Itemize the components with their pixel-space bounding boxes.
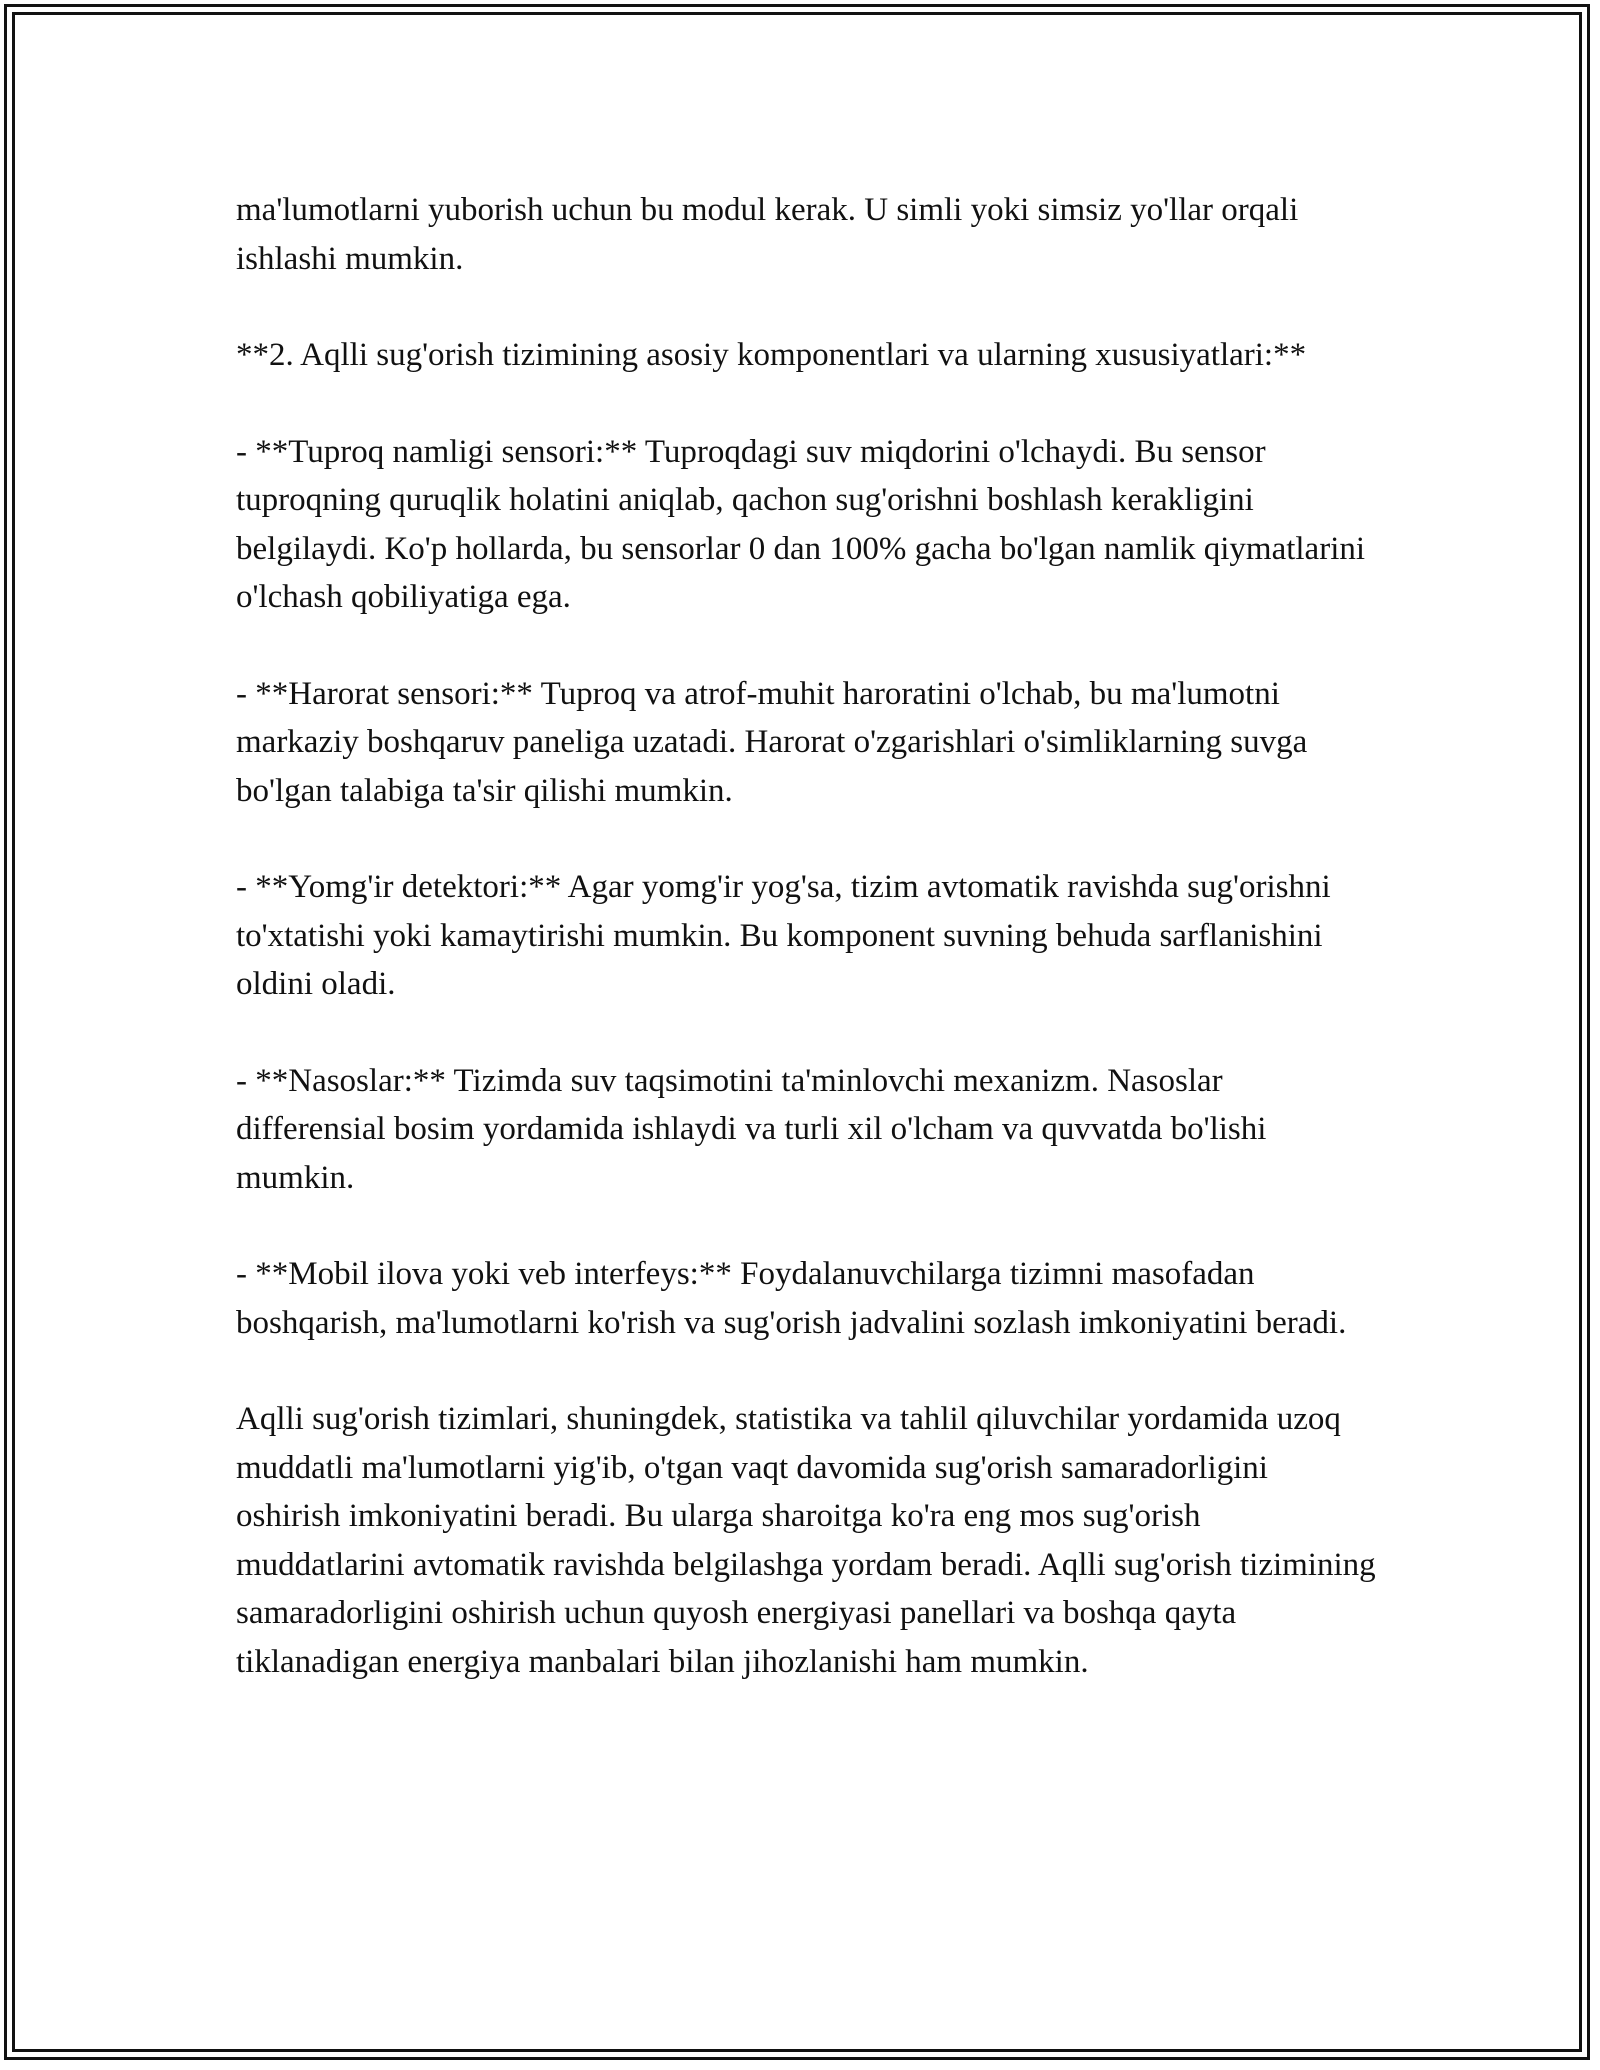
list-item-mobile-app: - **Mobil ilova yoki veb interfeys:** Foydalanuvchilarga tizimni masofadan boshqarish, ma'lumotlarni ko'rish va sug'orish jadvalini sozlash imkoniyatini beradi.: [236, 1256, 1347, 1341]
list-item-pumps: - **Nasoslar:** Tizimda suv taqsimotini ta'minlovchi mexanizm. Nasoslar differensial bosim yordamida ishlaydi va turli xil o'lcham va quvvatda bo'lishi mumkin.: [236, 1062, 1267, 1196]
list-item-temperature-sensor: - **Harorat sensori:** Tuproq va atrof-muhit haroratini o'lchab, bu ma'lumotni markaziy boshqaruv paneliga uzatadi. Harorat o'zgarishlari o'simliklarning suvga bo'lgan talabiga ta'sir qilishi mumkin.: [236, 675, 1308, 809]
paragraph-conclusion: Aqlli sug'orish tizimlari, shuningdek, statistika va tahlil qiluvchilar yordamida uzoq muddatli ma'lumotlarni yig'ib, o'tgan vaqt davomida sug'orish samaradorligini oshirish imkoniyatini beradi. Bu ularga sharoitga ko'ra eng mos sug'orish muddatlarini avtomatik ravishda belgilashga yordam beradi. Aqlli sug'orish tizimining samaradorligini oshirish uchun quyosh energiyasi panellari va boshqa qayta tiklanadigan energiya manbalari bilan jihozlanishi ham mumkin.: [236, 1401, 1376, 1680]
list-item-rain-detector: - **Yomg'ir detektori:** Agar yomg'ir yog'sa, tizim avtomatik ravishda sug'orishni to'xtatishi yoki kamaytirishi mumkin. Bu komponent suvning behuda sarflanishini oldini oladi.: [236, 869, 1331, 1002]
list-item-soil-moisture-sensor: - **Tuproq namligi sensori:** Tuproqdagi suv miqdorini o'lchaydi. Bu sensor tuproqning quruqlik holatini aniqlab, qachon sug'orishni boshlash kerakligini belgilaydi. Ko'p hollarda, bu sensorlar 0 dan 100% gacha bo'lgan namlik qiymatlarini o'lchash qobiliyatiga ega.: [236, 433, 1366, 615]
paragraph-module-intro: ma'lumotlarni yuborish uchun bu modul kerak. U simli yoki simsiz yo'llar orqali ishlashi mumkin.: [236, 192, 1299, 277]
section-heading-components: **2. Aqlli sug'orish tizimining asosiy komponentlari va ularning xususiyatlari:**: [236, 337, 1307, 373]
document-body: [236, 186, 1376, 1686]
